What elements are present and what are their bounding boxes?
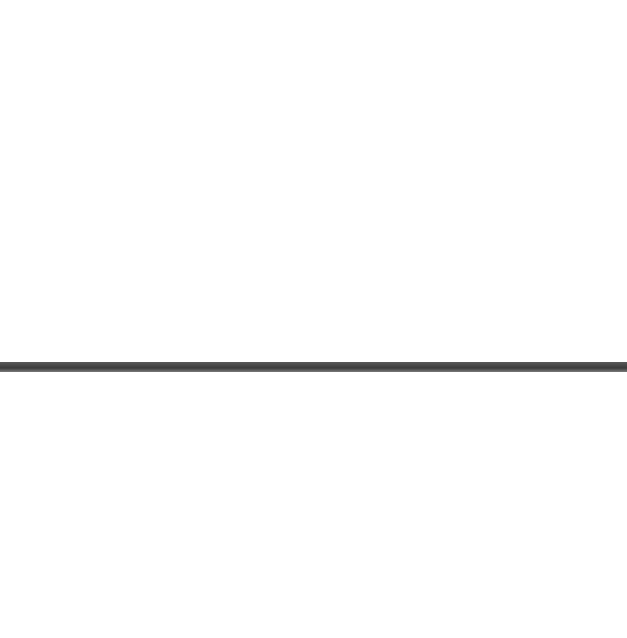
page-break-divider [0, 362, 627, 372]
spreadsheet-page-bottom [0, 372, 627, 638]
spreadsheet-page-top [0, 0, 627, 278]
